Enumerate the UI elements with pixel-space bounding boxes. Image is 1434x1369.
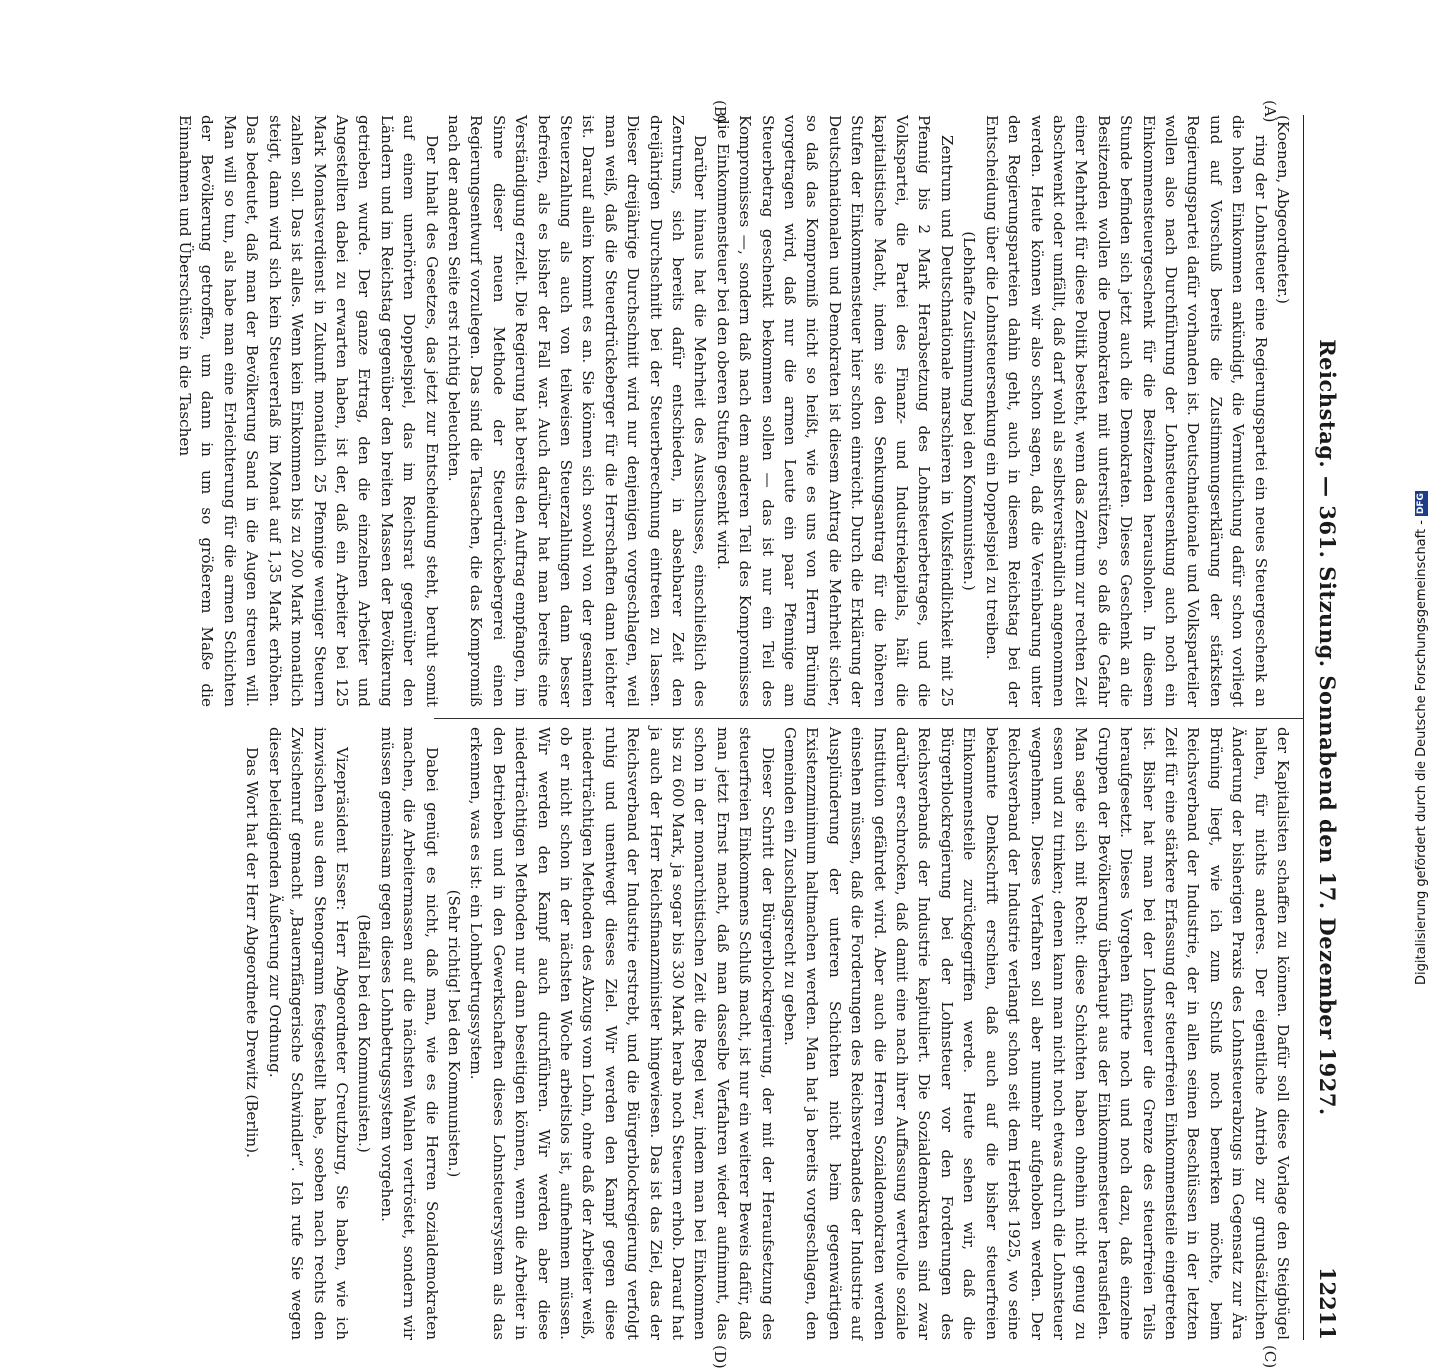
paragraph: Zentrum und Deutschnationale marschieren in Volksfeindlichkeit mit 25 Pfennig bis 2 Mark Herabsetzung des Lohnsteuerbetrages, und die Volkspartei, die Partei des Finanz- und Industriekapitals, hält die kapitalistische Macht, indem sie den Senkungsantrag für die höheren Stufen der Einkommensteuer hier schon einreicht. Durch die Erklärung der Deutschnationalen und Demokraten ist diesem Antrag die Mehrheit sicher, so daß das Kompromiß nicht so heißt, wie es uns von Herrn Brüning vorgetragen wird, daß nur die armen Leute ein paar Pfennige am Steuerbetrag geschenkt bekommen sollen — das ist nur ein Teil des Kompromisses —, sondern daß nach dem anderen Teil des Kompromisses die Einkommensteuer bei den oberen Stufen gesenkt wird. xyxy=(713,115,956,707)
credit-text: Digitalisierung gefördert durch die Deutsche Forschungsgemeinschaft - xyxy=(1413,520,1429,985)
running-title: Reichstag. — 361. Sitzung. Sonnabend den 17. Dezember 1927. xyxy=(1315,339,1340,1116)
page-header xyxy=(1308,115,1340,1340)
paragraph: Vizepräsident Esser: Herr Abgeordneter Creutzburg, Sie haben, wie ich inzwischen aus dem Stenogramm festgestellt habe, soeben nach rechts den Zwischenruf gemacht „Bauernfängerische Schwindler“. Ich rufe Sie wegen dieser beleidigenden Äußerung zur Ordnung. xyxy=(265,727,351,1340)
column-separator xyxy=(434,718,1304,719)
paragraph: Der Inhalt des Gesetzes, das jetzt zur Entscheidung steht, beruht somit auf einem unerhörten Doppelspiel, das im Reichsrat gegenüber den Ländern und im Reichstag gegenüber den breiten Massen der Bevölkerung getrieben wurde. Der ganze Ertrag, den die einzelnen Arbeiter und Angestellten dabei zu erwarten haben, ist der, daß ein Arbeiter bei 125 Mark Monatsverdienst in Zukunft monatlich 25 Pfennige weniger Steuern zahlen soll. Das ist alles. Wenn kein Einkommen bis zu 200 Mark monatlich steigt, dann wird sich kein Steuererlaß im Monat auf 1,35 Mark erhöhen. Das bedeutet, daß man der Bevölkerung Sand in die Augen streuen will. Man will so tun, als habe man eine Erleichterung für die armen Schichten der Bevölkerung getroffen, um dann in um so größerem Maße die Einnahmen und Überschüsse in die Taschen xyxy=(176,115,441,707)
paragraph: Darüber hinaus hat die Mehrheit des Ausschusses, einschließlich des Zentrums, sich bereits dafür entschieden, in absehbarer Zeit den dreijährigen Durchschnitt bei der Steuerberechnung eintreten zu lassen. Dieser dreijährige Durchschnitt wird nur denjenigen vorgeschlagen, weil man weiß, daß die Steuerdrückeberger für die Herrschaften dann leichter ist. Darauf allein kommt es an. Sie können sich sowohl von der gesamten Steuerzahlung als auch von teilweisen Steuerzahlungen dann besser befreien, als es bisher der Fall war. Auch darüber hat man bereits eine Verständigung erzielt. Die Regierung hat bereits den Auftrag empfangen, im Sinne dieser neuen Methode der Steuerdrückebergerei einen Regierungsentwurf vorzulegen. Das sind die Tatsachen, die das Kompromiß nach der anderen Seite erst richtig beleuchten. xyxy=(444,115,710,707)
paragraph: ring der Lohnsteuer eine Regierungspartei ein neues Steuergeschenk an die hohen Einkommen ankündigt, die Vermutlichung dafür schon vorliegt und auf Vorschuß bereits die Zustimmungserklärung der stärksten Regierungspartei dafür vorhanden ist. Deutschnationale und Volksparteiler wollen also nach Durchführung der Lohnsteuersenkung auch noch ein Einkommensteuergeschenk für die Besitzenden herausholen. In diesem Stunde befinden sich jetzt auch die Demokraten. Dieses Geschenk an die Besitzenden wollen die Demokraten mit unterstützen, so daß die Gefahr einer Mehrheit für diese Politik besteht, wenn das Zentrum zur rechten Zeit abschwenkt oder umfällt, daß darf wohl als selbstverständlich angenommen werden. Heute können wir also schon sagen, daß die Vereinbarung unter den Regierungsparteien dahin geht, auch in diesem Reichstag bei der Entscheidung über die Lohnsteuersenkung ein Doppelspiel zu treiben. xyxy=(982,115,1270,707)
digitization-credit xyxy=(1412,493,1430,985)
margin-letter-c: (C) xyxy=(1261,1345,1279,1369)
interjection: (Sehr richtig! bei den Kommunisten.) xyxy=(444,889,463,1178)
margin-letter-a: (A) xyxy=(1261,100,1279,123)
interjection: (Lebhafte Zustimmung bei den Kommunisten.) xyxy=(960,231,979,591)
dfg-logo: DFG xyxy=(1415,493,1426,515)
right-column xyxy=(241,727,1294,1340)
margin-letter-d: (D) xyxy=(711,1345,729,1369)
paragraph: Dieser Schritt der Bürgerblockregierung, der mit der Heraufsetzung des steuerfreien Einkommens Schluß macht, ist nur ein weiterer Beweis dafür, daß man jetzt Ernst macht, daß man dasselbe Verfahren wieder aufnimmt, das schon in der monarchistischen Zeit die Regel war, indem man bei Einkommen bis zu 600 Mark, ja sogar bis 330 Mark herab noch Steuern erhob. Darauf hat ja auch der Herr Reichsfinanzminister hingewiesen. Das ist das Ziel, das der Reichsverband der Industrie erstrebt, und die Bürgerblockregierung verfolgt ruhig und unentwegt dieses Ziel. Wir werden den Kampf gegen diese niederträchtigen Methoden des Abzugs vom Lohn, ohne daß der Arbeiter weiß, ob er nicht schon in der nächsten Woche arbeitslos ist, aufnehmen müssen. Wir werden den Kampf auch durchführen. Wir werden aber diese niederträchtigen Methoden nur dann beseitigen können, wenn die Arbeiter in den Betrieben und in den Gewerkschaften dieses Lohnsteuersystem als das erkennen, was es ist: ein Lohnbetrugssystem. xyxy=(467,727,777,1340)
paragraph: Dabei genügt es nicht, daß man, wie es die Herren Sozialdemokraten machen, die Arbeitermassen auf die nächsten Wahlen vertröstet, sondern wir müssen gemeinsam gegen dieses Lohnbetrugssystem vorgehen. xyxy=(377,727,441,1340)
interjection: (Beifall bei den Kommunisten.) xyxy=(355,914,374,1153)
page-number: 12211 xyxy=(1315,1266,1340,1340)
paragraph: Das Wort hat der Herr Abgeordnete Drewitz (Berlin). xyxy=(243,747,262,1158)
speaker-line: (Koenen, Abgeordneter.) xyxy=(1274,115,1292,304)
header-rule xyxy=(1303,115,1304,1340)
left-column xyxy=(174,115,1294,707)
paragraph: der Kapitalisten schaffen zu können. Dafür soll diese Vorlage den Steigbügel halten, für nichts anderes. Der eigentliche Antrieb zur grundsätzlichen Änderung der bisherigen Praxis des Lohnsteuerabzugs im Gegensatz zur Ära Brüning liegt, wie ich zum Schluß noch bemerken möchte, beim Reichsverband der Industrie, der in allen seinen Beschlüssen in der letzten Zeit für eine stärkere Erfassung der steuerfreien Einkommensteile eingetreten ist. Bisher hat man bei der Lohnsteuer die Grenze des steuerfreien Teils heraufgesetzt. Dieses Vorgehen führte noch und noch dazu, daß einzelne Gruppen der Bevölkerung überhaupt aus der Einkommensteuer herausfielen. Man sagte sich mit Recht: diese Schichten haben ohnehin nicht genug zu essen und zu trinken; denen kann man nicht noch etwas durch die Lohnsteuer wegnehmen. Dieses Verfahren soll aber nunmehr aufgehoben werden. Der Reichsverband der Industrie verlangt schon seit dem Herbst 1925, wo seine bekannte Denkschrift erschien, daß auch auf die bisher steuerfreien Einkommensteile zurückgegriffen werde. Heute sehen wir, daß die Bürgerblockregierung bei der Lohnsteuer vor den Forderungen des Reichsverbands der Industrie kapituliert. Die Sozialdemokraten sind zwar darüber erschrocken, daß damit eine nach ihrer Auffassung wertvolle soziale Institution gefährdet wird. Aber auch die Herren Sozialdemokraten werden einsehen müssen, daß die Forderungen des Reichsverbandes der Industrie auf Ausplünderung der unteren Schichten nicht beim gegenwärtigen Existenzminimum haltmachen werden. Man hat ja bereits vorgeschlagen, den Gemeinden ein Zuschlagsrecht zu geben. xyxy=(781,727,1292,1340)
margin-letter-b: (B) xyxy=(711,100,729,123)
